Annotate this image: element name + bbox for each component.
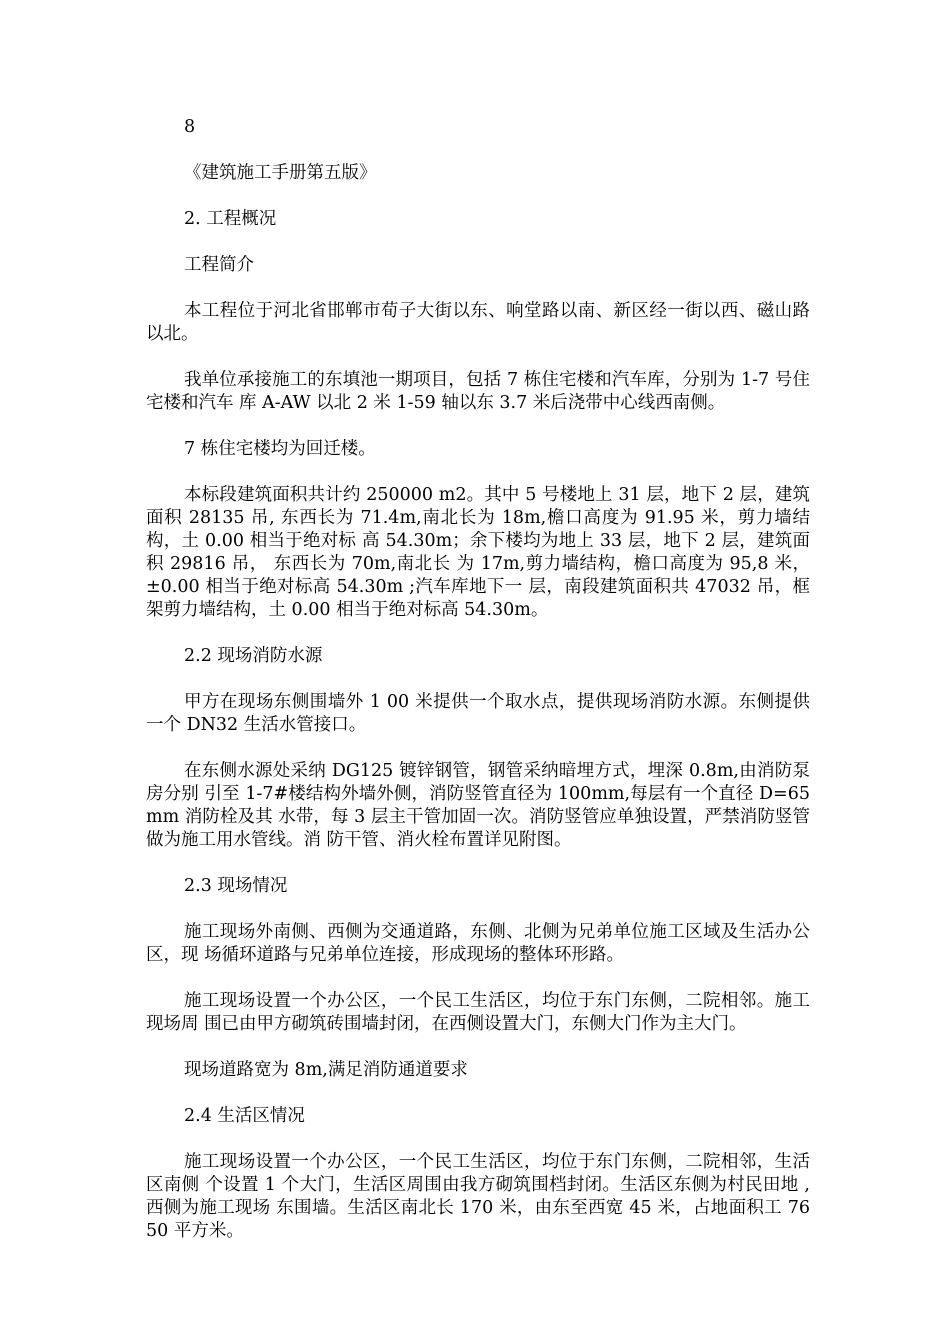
body-paragraph: 我单位承接施工的东填池一期项目，包括 7 栋住宅楼和汽车库，分别为 1-7 号住宅楼和汽车 库 A-AW 以北 2 米 1-59 轴以东 3.7 米后浇带中心线西南侧。 [146,370,810,413]
section-heading: 2.3 现场情况 [184,876,288,896]
section-heading: 2.2 现场消防水源 [184,646,323,666]
section-heading: 2. 工程概况 [184,209,277,229]
body-paragraph: 本标段建筑面积共计约 250000 m2。其中 5 号楼地上 31 层，地下 2 层，建筑面积 28135 吊, 东西长为 71.4m,南北长为 18m,檐口高度为 91.95 米，剪力墙结构，土 0.00 相当于绝对标 高 54.30m；余下楼均为地上 33 层，地下 2 层，建筑面积 29816 吊， 东西长为 70m,南北长 为 17m,剪力墙结构，檐口高度为 95,8 米，±0.00 相当于绝对标高 54.30m ;汽车库地下一 层，南段建筑面积共 47032 吊，框架剪力墙结构，土 0.00 相当于绝对标高 54.30m。 [146,485,810,620]
page-number: 8 [184,117,196,137]
subsection-heading: 工程简介 [184,255,254,275]
body-paragraph: 本工程位于河北省邯郸市荀子大街以东、响堂路以南、新区经一街以西、磁山路以北。 [146,301,810,344]
body-paragraph: 施工现场设置一个办公区，一个民工生活区，均位于东门东侧，二院相邻，生活区南侧 个设置 1 个大门，生活区周围由我方砌筑围档封闭。生活区东侧为村民田地 ,西侧为施工现场 东围墙。生活区南北长 170 米，由东至西宽 45 米，占地面积工 7650 平方米。 [146,1152,810,1241]
body-paragraph: 在东侧水源处采纳 DG125 镀锌钢管，钢管采纳暗埋方式，埋深 0.8m,由消防泵房分别 引至 1-7#楼结构外墙外侧，消防竖管直径为 100mm,每层有一个直径 D=65mm 消防栓及其 水带，每 3 层主干管加固一次。消防竖管应单独设置，严禁消防竖管做为施工用水管线。消 防干管、消火栓布置详见附图。 [146,761,810,850]
document-body [146,116,810,1266]
body-paragraph: 甲方在现场东侧围墙外 1 00 米提供一个取水点，提供现场消防水源。东侧提供一个 DN32 生活水管接口。 [146,692,810,735]
reference-title: 《建筑施工手册第五版》 [184,163,377,183]
body-paragraph: 施工现场设置一个办公区，一个民工生活区，均位于东门东侧，二院相邻。施工现场周 围已由甲方砌筑砖围墙封闭，在西侧设置大门，东侧大门作为主大门。 [146,991,810,1034]
body-paragraph: 7 栋住宅楼均为回迁楼。 [184,439,376,459]
body-paragraph: 施工现场外南侧、西侧为交通道路，东侧、北侧为兄弟单位施工区域及生活办公区，现 场循环道路与兄弟单位连接，形成现场的整体环形路。 [146,922,810,965]
body-paragraph: 现场道路宽为 8m,满足消防通道要求 [184,1060,468,1080]
section-heading: 2.4 生活区情况 [184,1106,305,1126]
